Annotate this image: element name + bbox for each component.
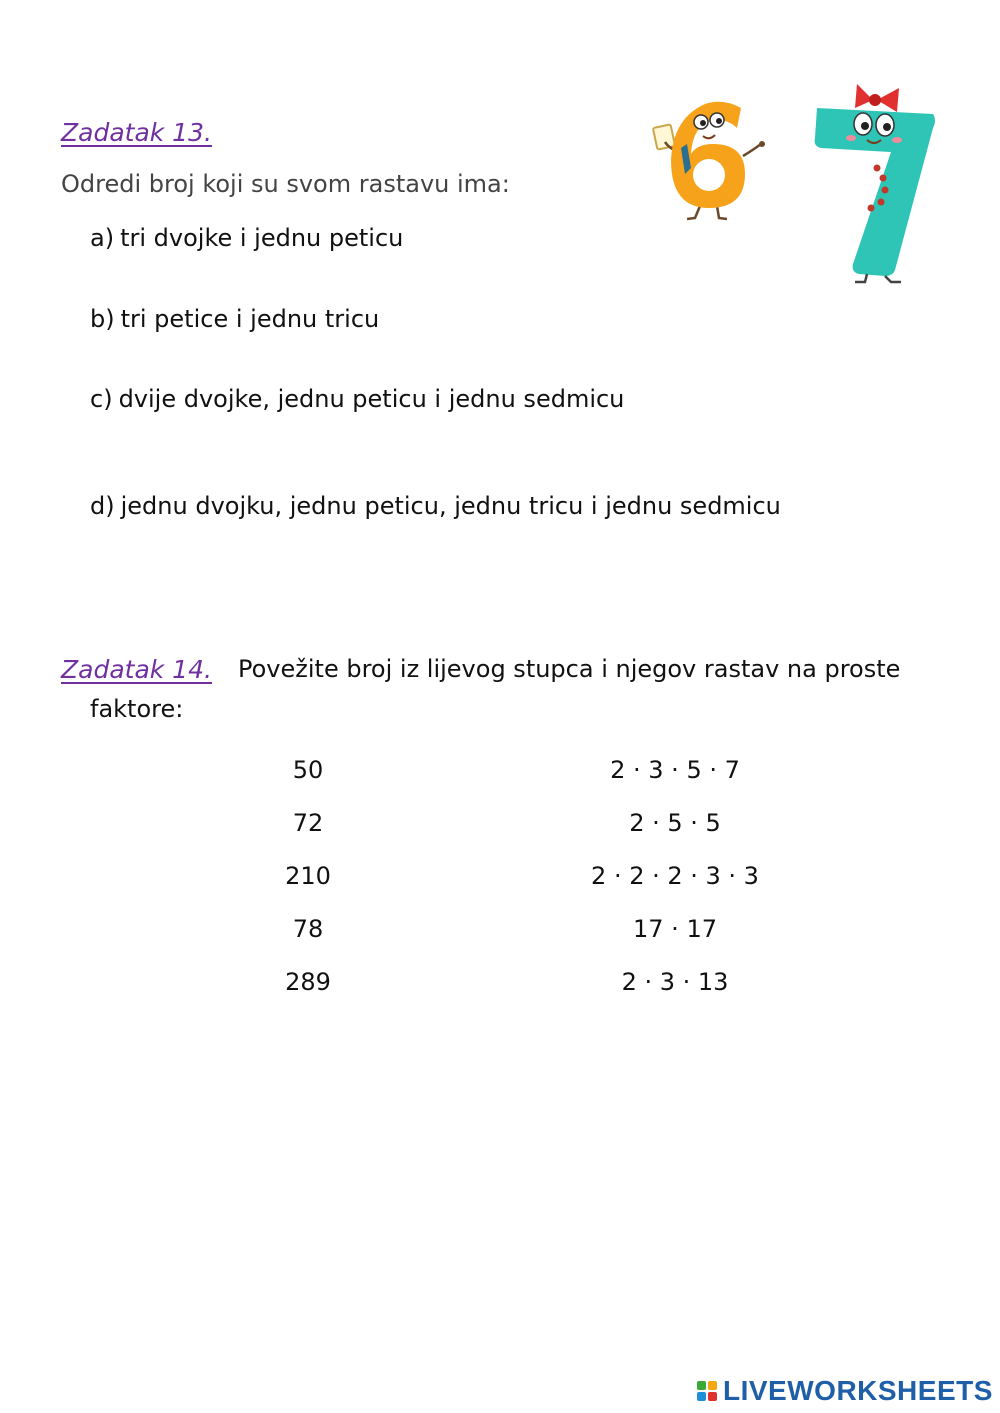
- item-letter: c): [90, 385, 113, 413]
- right-factorization-1[interactable]: 2 · 3 · 5 · 7: [610, 756, 740, 784]
- task14-instruction-line1: Povežite broj iz lijevog stupca i njegov rastav na proste: [238, 655, 901, 683]
- left-number-50[interactable]: 50: [292, 756, 324, 784]
- item-text: dvije dvojke, jednu peticu i jednu sedmicu: [118, 385, 625, 413]
- left-number-72[interactable]: 72: [292, 809, 324, 837]
- liveworksheets-brand: [697, 1375, 993, 1407]
- liveworksheets-logo-icon: [697, 1381, 717, 1401]
- left-number-210[interactable]: 210: [285, 862, 331, 890]
- left-number-289[interactable]: 289: [285, 968, 331, 996]
- task13-title: Zadatak 13.: [61, 118, 212, 147]
- task13-item-b: [90, 305, 379, 333]
- item-letter: d): [90, 492, 115, 520]
- task13-item-d: [90, 492, 781, 520]
- task13-item-c: [90, 385, 624, 413]
- item-text: tri petice i jednu tricu: [120, 305, 380, 333]
- item-text: tri dvojke i jednu peticu: [120, 224, 404, 252]
- left-number-78[interactable]: 78: [292, 915, 324, 943]
- number-seven-character-icon: [815, 84, 935, 282]
- task14-title: Zadatak 14.: [61, 655, 212, 684]
- number-six-character-icon: [653, 102, 765, 219]
- task13-intro: Odredi broj koji su svom rastavu ima:: [61, 170, 510, 198]
- right-factorization-2[interactable]: 2 · 5 · 5: [629, 809, 721, 837]
- task14-instruction-line2: faktore:: [90, 695, 184, 723]
- right-factorization-3[interactable]: 2 · 2 · 2 · 3 · 3: [591, 862, 759, 890]
- task13-item-a: [90, 224, 403, 252]
- right-factorization-4[interactable]: 17 · 17: [633, 915, 717, 943]
- numbers-illustration: [645, 78, 945, 288]
- item-letter: b): [90, 305, 115, 333]
- item-letter: a): [90, 224, 115, 252]
- item-text: jednu dvojku, jednu peticu, jednu tricu i jednu sedmicu: [120, 492, 781, 520]
- brand-name: LIVEWORKSHEETS: [723, 1375, 993, 1406]
- right-factorization-5[interactable]: 2 · 3 · 13: [621, 968, 729, 996]
